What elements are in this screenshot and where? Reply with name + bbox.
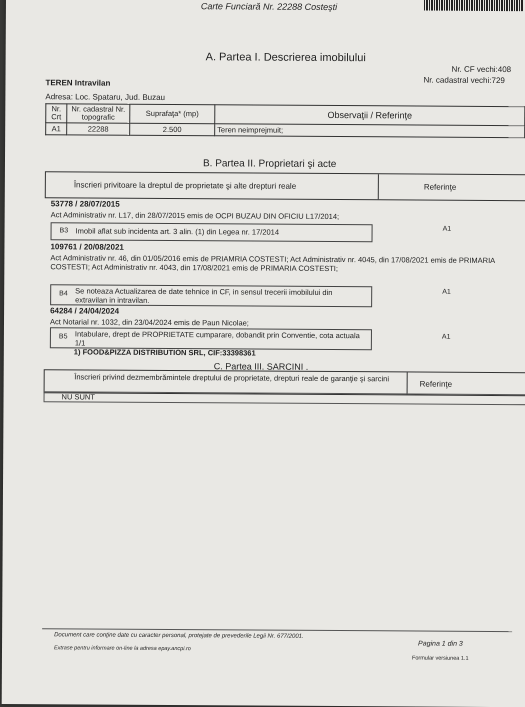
table-row <box>46 123 525 138</box>
col-header-nr-crt: Nr. Crt <box>46 104 67 123</box>
entry-code: B5 <box>58 333 68 341</box>
col-header-cadastral: Nr. cadastral Nr. topografic <box>67 104 130 123</box>
cell-observatii: Teren neimprejmuit; <box>215 124 525 138</box>
part-b-col-referinte: Referinţe <box>423 182 457 192</box>
part-c-col-referinte: Referinţe <box>419 379 453 389</box>
part-b-title: B. Partea II. Proprietari şi acte <box>202 158 337 171</box>
entry-text: Se noteaza Actualizarea de date tehnice in CF, in sensul trecerii imobilului din extravilan in intravilan. <box>75 286 333 305</box>
form-version: Formular versiunea 1.1 <box>411 655 469 662</box>
col-header-observatii: Observaţii / Referinţe <box>215 105 525 126</box>
part-b-header <box>45 171 525 201</box>
part-c-col-inscrieri: Înscrieri privind dezmembrămintele dreptului de proprietate, drepturi reale de garanţie şi sarcini <box>74 372 390 384</box>
property-address: Adresa: Loc. Spataru, Jud. Buzau <box>45 92 166 102</box>
entry-text: Imobil aflat sub incidenta art. 3 alin. (1) din Legea nr. 17/2014 <box>75 226 280 237</box>
cell-cadastral: 22288 <box>67 123 130 135</box>
entry-act: Act Administrativ nr. L17, din 28/07/2015 emis de OCPI BUZAU DIN OFICIU L17/2014; <box>50 210 340 222</box>
cadastral-old-number: Nr. cadastral vechi:729 <box>423 75 505 86</box>
part-c-value: NU SUNT <box>61 392 95 402</box>
part-c-row <box>44 391 525 405</box>
entry-act: Act Notarial nr. 1032, din 23/04/2024 emis de Paun Nicolae; <box>49 317 249 328</box>
entry-id: 53778 / 28/07/2015 <box>50 199 120 209</box>
entry-ref: A1 <box>442 288 451 296</box>
document-sheet <box>2 0 525 707</box>
cf-old-number: Nr. CF vechi:408 <box>451 64 512 75</box>
entry-code: B3 <box>59 227 69 235</box>
entry-act: Act Administrativ nr. 46, din 01/05/2016 emis de PRIAMRIA COSTESTI; Act Administrativ nr. 4045, din 17/08/2021 emis de PRIMARIA COSTESTI; Act Administrativ nr. 4043, din 17/08/2021 emis de PRIMARIA COSTESTI; <box>50 253 495 274</box>
entry-id: 109761 / 20/08/2021 <box>50 242 124 252</box>
col-header-suprafata: Suprafaţa* (mp) <box>130 104 215 124</box>
entry-sub-box <box>51 222 373 242</box>
land-type: TEREN Intravilan <box>45 78 111 88</box>
footer-note: Document care conţine date cu caracter personal, protejate de prevederile Legii Nr. 677/2001. <box>54 632 304 640</box>
page-number: Pagina 1 din 3 <box>418 640 463 648</box>
part-a-title: A. Partea I. Descrierea imobilului <box>205 51 366 65</box>
entry-text: Intabulare, drept de PROPRIETATE cumparare, dobandit prin Conventie, cota actuala 1/1 <box>74 329 360 348</box>
entry-ref: A1 <box>442 225 452 233</box>
part-c-title: C. Partea III. SARCINI . <box>213 361 309 372</box>
cell-suprafata: 2.500 <box>130 123 215 136</box>
entry-ref: A1 <box>441 333 451 341</box>
part-b-col-inscrieri: Înscrieri privitoare la dreptul de proprietate şi alte drepturi reale <box>73 180 297 191</box>
entry-code: B4 <box>59 290 68 298</box>
entry-sub-box <box>50 284 372 307</box>
document-header-title: Carte Funciară Nr. 22288 Costeşti <box>200 1 338 13</box>
owner-name: 1) FOOD&PIZZA DISTRIBUTION SRL, CIF:33398361 <box>73 347 256 358</box>
barcode-icon <box>424 0 524 11</box>
footer-source: Extrase pentru informare on-line la adresa epay.ancpi.ro <box>53 645 191 653</box>
entry-id: 64284 / 24/04/2024 <box>50 306 120 316</box>
property-table <box>45 103 525 138</box>
cell-nr-crt: A1 <box>46 123 67 135</box>
